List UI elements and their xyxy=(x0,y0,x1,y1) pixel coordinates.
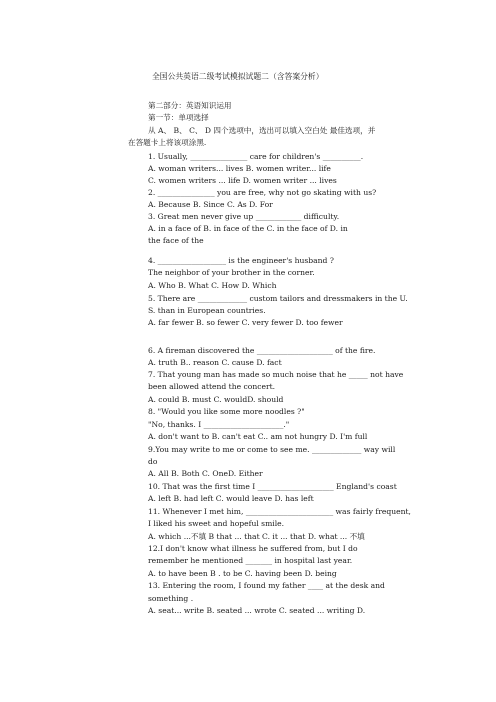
question-line: A. All B. Both C. OneD. Either xyxy=(148,469,263,478)
question-line: 13. Entering the room, I found my father ____ at the desk and xyxy=(148,581,385,590)
question-line: A. truth B.. reason C. cause D. fact xyxy=(148,358,282,367)
question-line: A. Who B. What C. How D. Which xyxy=(148,281,277,290)
question-line: been allowed attend the concert. xyxy=(148,382,276,391)
question-line: the face of the xyxy=(148,236,204,245)
question-line: 12.I don't know what illness he suffered from, but I do xyxy=(148,544,358,553)
question-line: S. than in European countries. xyxy=(148,306,266,315)
question-line: 3. Great men never give up ____________ difficulty. xyxy=(148,212,340,221)
question-line: "No, thanks. I _____________________." xyxy=(148,420,290,429)
question-line: 2. _______________ you are free, why not go skating with us? xyxy=(148,188,377,197)
question-line: A. in a face of B. in face of the C. in the face of D. in xyxy=(148,224,348,233)
question-line: A. seat... write B. seated ... wrote C. seated ... writing D. xyxy=(148,606,366,615)
question-line: I liked his sweet and hopeful smile. xyxy=(148,519,285,528)
question-line: remember he mentioned _______ in hospital last year. xyxy=(148,556,353,565)
question-line: A. to have been B . to be C. having been D. being xyxy=(148,569,337,578)
question-line: do xyxy=(148,457,158,466)
subsection-heading: 第一节：单项选择 xyxy=(148,113,209,122)
question-line: 7. That young man has made so much noise that he _____ not have xyxy=(148,370,404,379)
question-line: The neighbor of your brother in the corner. xyxy=(148,268,315,277)
question-line: 4. __________________ is the engineer's husband ? xyxy=(148,256,334,265)
question-line: A. left B. had left C. would leave D. has left xyxy=(148,494,314,503)
question-line: 5. There are _____________ custom tailors and dressmakers in the U. xyxy=(148,294,408,303)
question-line: 6. A fireman discovered the ____________________ of the fire. xyxy=(148,346,376,355)
question-line: 10. That was the first time I ____________________ England's coast xyxy=(148,482,397,491)
instruction-line: 在答题卡上将该项涂黑. xyxy=(128,138,207,147)
question-line: A. which ...不填 B that ... that C. it ... that D. what ... 不填 xyxy=(148,532,365,541)
document-title: 全国公共英语二级考试模拟试题二（含答案分析） xyxy=(152,72,324,81)
question-line: A. woman writers... lives B. women writer... life xyxy=(148,164,331,173)
question-line: A. Because B. Since C. As D. For xyxy=(148,200,273,209)
question-line: A. don't want to B. can't eat C.. am not hungry D. I'm full xyxy=(148,432,368,441)
question-line: A. far fewer B. so fewer C. very fewer D. too fewer xyxy=(148,318,343,327)
question-line: something . xyxy=(148,594,194,603)
question-line: 8. "Would you like some more noodles ?" xyxy=(148,407,305,416)
question-line: 11. Whenever I met him, _______________________ was fairly frequent, xyxy=(148,507,411,516)
question-line: C. women writers ... life D. women writer ... lives xyxy=(148,176,337,185)
question-line: 1. Usually, _______________ care for children's __________. xyxy=(148,152,364,161)
question-line: 9.You may write to me or come to see me. _____________ way will xyxy=(148,445,396,454)
question-line: A. could B. must C. wouldD. should xyxy=(148,395,284,404)
instruction-line: 从 A、 B、 C、 D 四个选项中，选出可以填入空白处 最佳选项，并 xyxy=(148,126,376,135)
section-heading: 第二部分：英语知识运用 xyxy=(148,101,232,110)
